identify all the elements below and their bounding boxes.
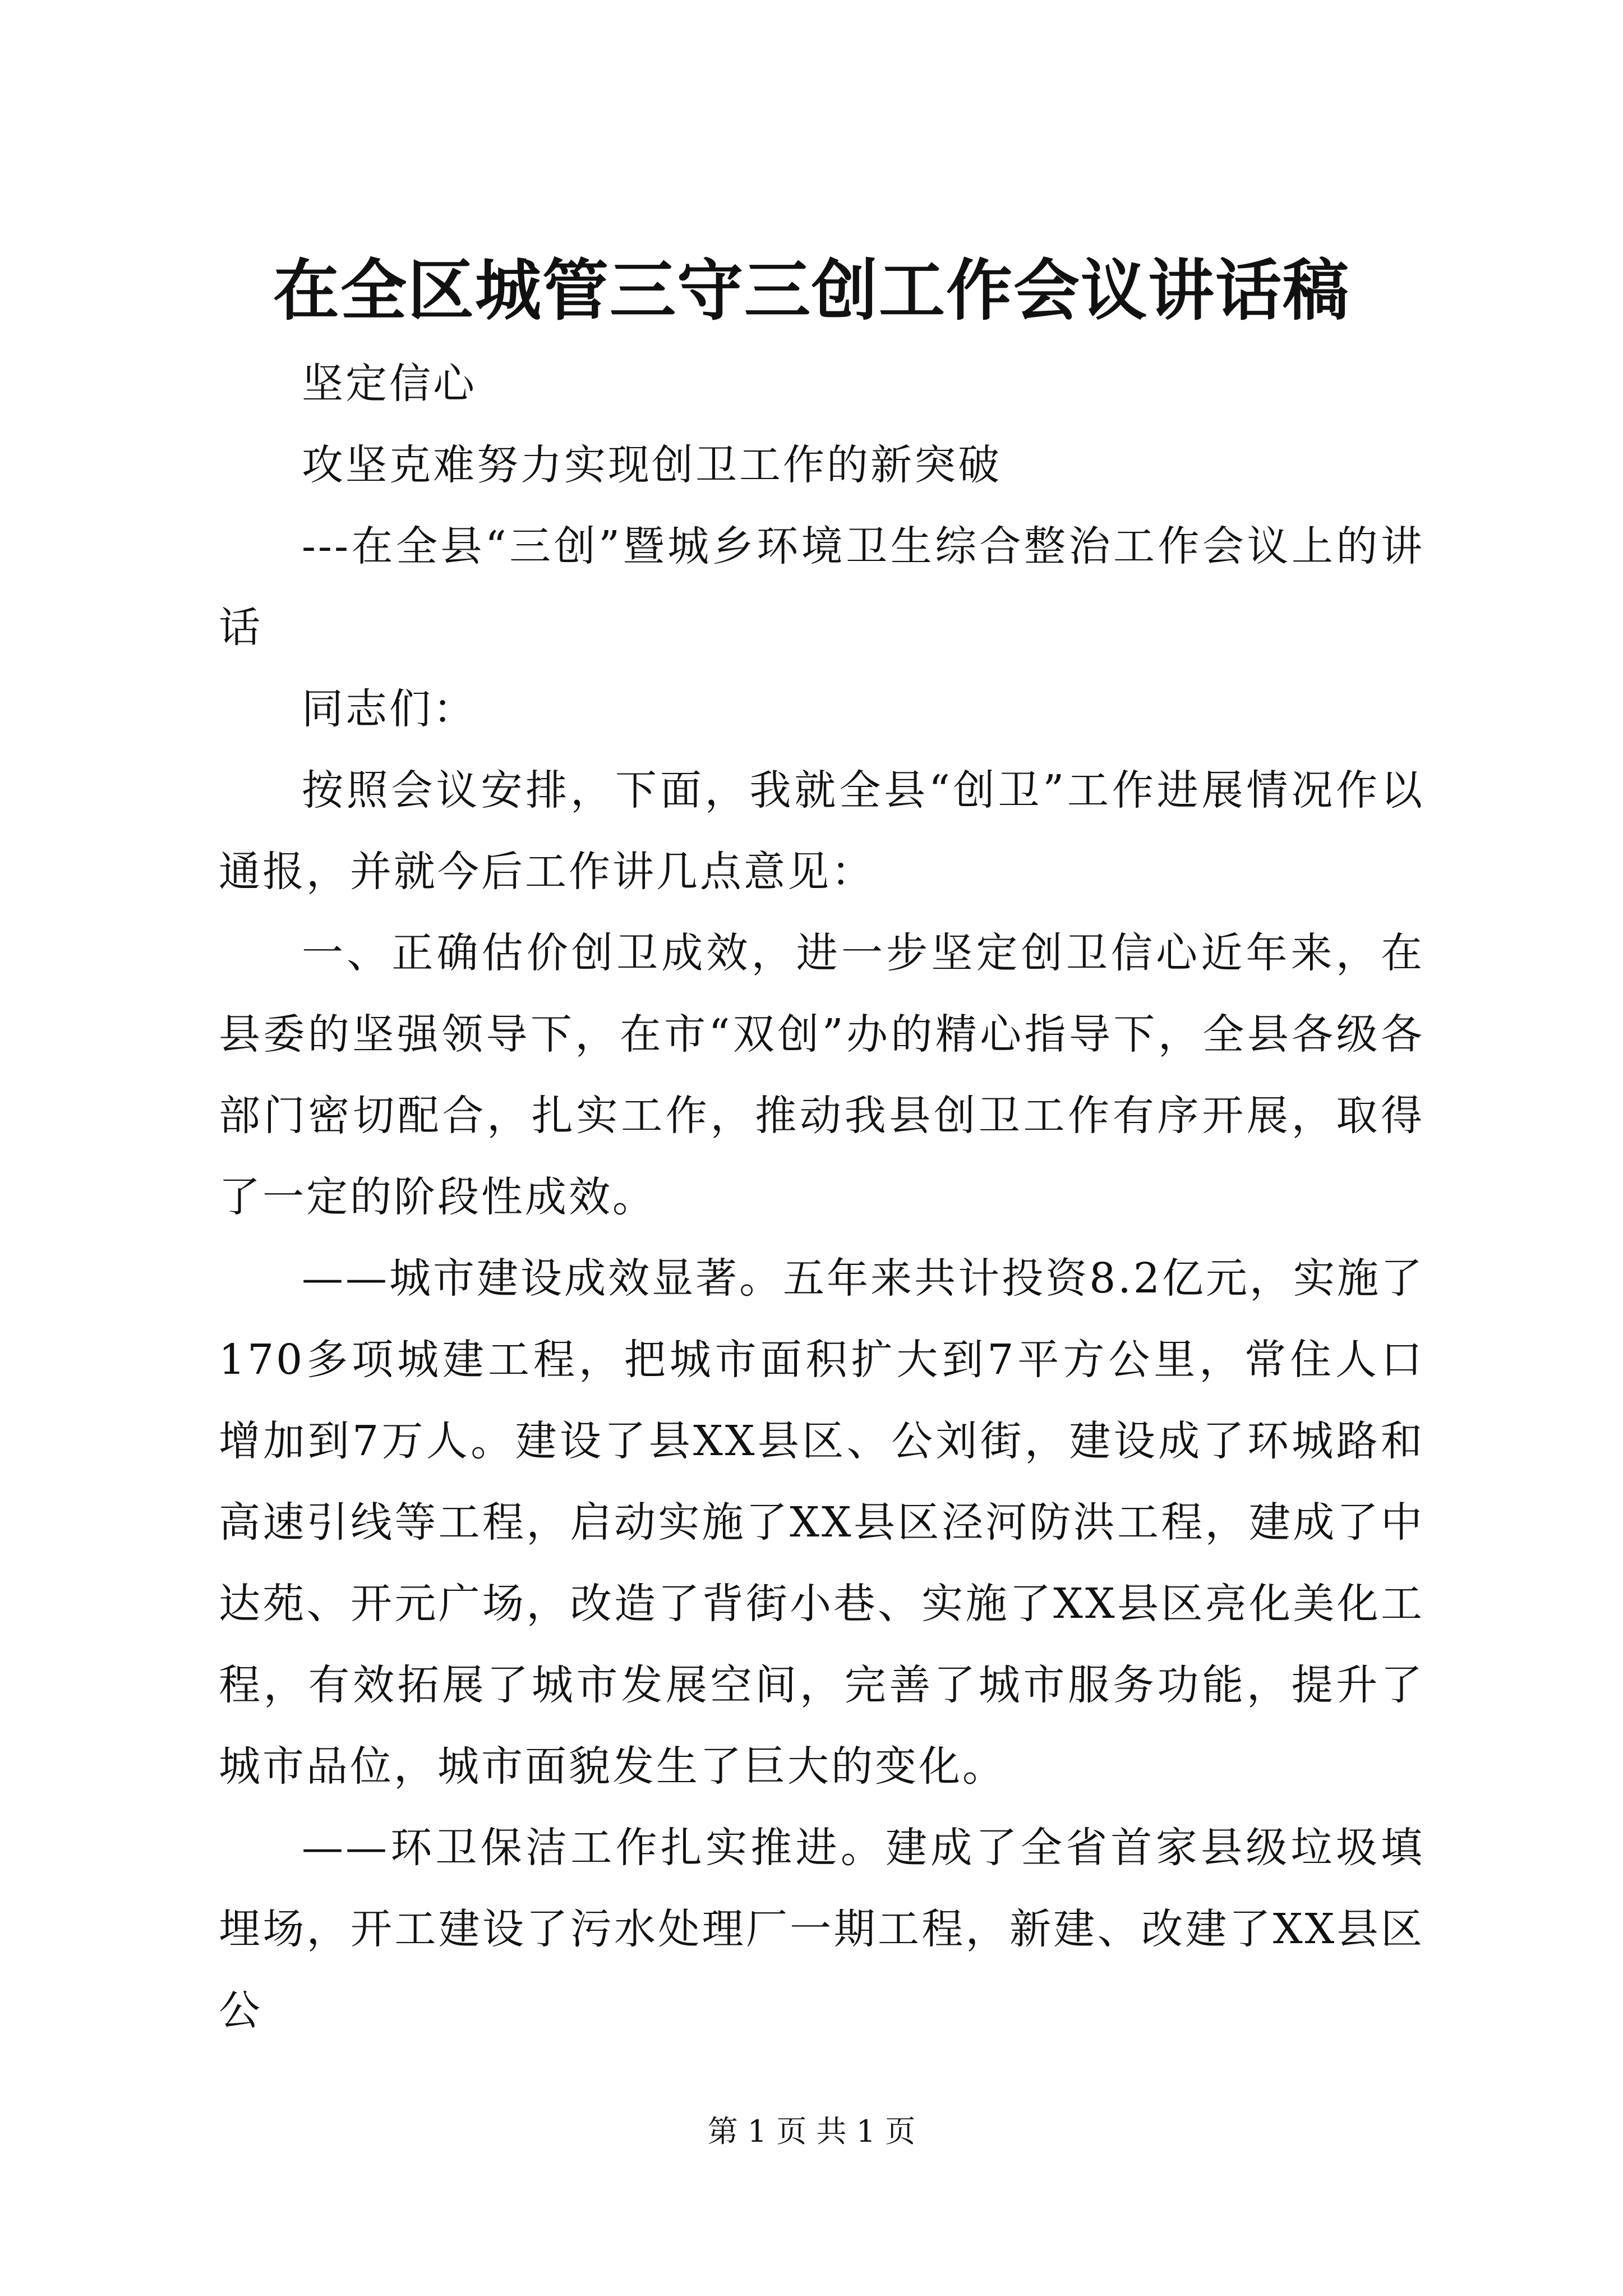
paragraph: 一、正确估价创卫成效，进一步坚定创卫信心近年来，在县委的坚强领导下，在市“双创”办的精心指导下，全县各级各部门密切配合，扎实工作，推动我县创卫工作有序开展，取得了一定的阶段性成效。 [219,929,1424,1221]
document-title: 在全区城管三守三创工作会议讲话稿 [273,251,1350,329]
paragraph: 同志们： [302,685,477,733]
paragraph: 按照会议安排，下面，我就全县“创卫”工作进展情况作以通报，并就今后工作讲几点意见： [219,766,1424,896]
page-footer: 第 1 页 共 1 页 [707,2114,916,2149]
paragraph: ---在全县“三创”暨城乡环境卫生综合整治工作会议上的讲话 [219,522,1424,652]
paragraph: 攻坚克难努力实现创卫工作的新突破 [302,441,1002,489]
paragraph: 坚定信心 [302,360,477,408]
document-body [219,343,1424,2051]
paragraph: ——环卫保洁工作扎实推进。建成了全省首家县级垃圾填埋场，开工建设了污水处理厂一期工程，新建、改建了XX县区公 [219,1824,1424,2035]
paragraph: ——城市建设成效显著。五年来共计投资8.2亿元，实施了170多项城建工程，把城市面积扩大到7平方公里，常住人口增加到7万人。建设了县XX县区、公刘街，建设成了环城路和高速引线等工程，启动实施了XX县区泾河防洪工程，建成了中达苑、开元广场，改造了背街小巷、实施了XX县区亮化美化工程，有效拓展了城市发展空间，完善了城市服务功能，提升了城市品位，城市面貌发生了巨大的变化。 [219,1254,1424,1791]
